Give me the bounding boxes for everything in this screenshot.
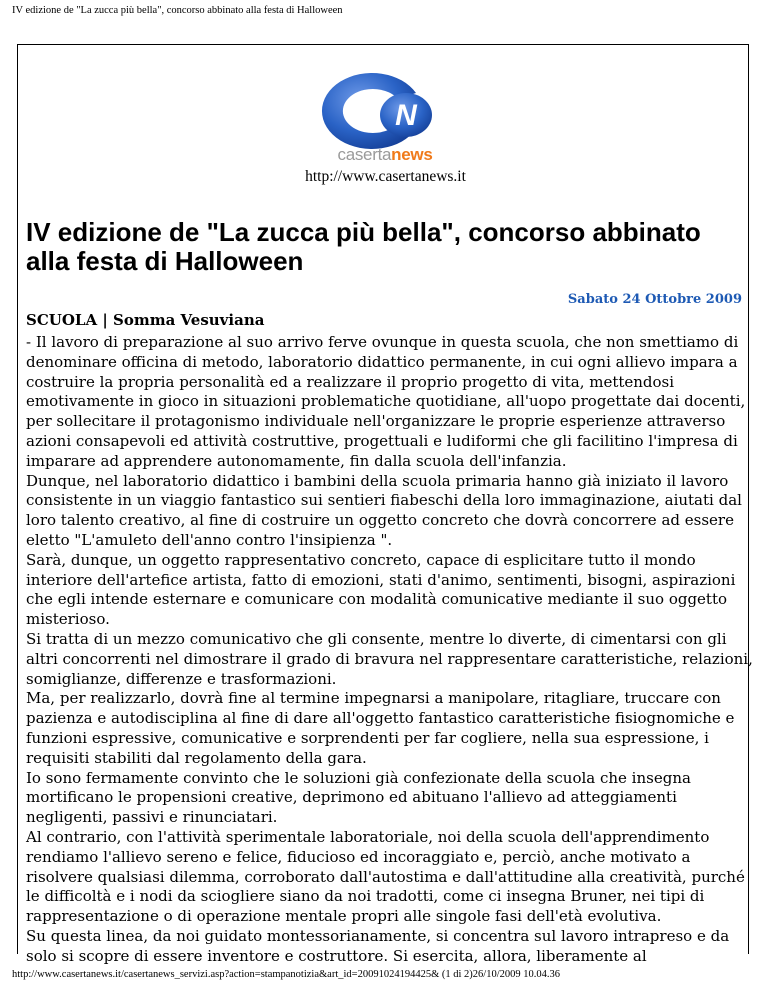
print-header: IV edizione de "La zucca più bella", concorso abbinato alla festa di Halloween	[12, 5, 343, 16]
logo-brand-caserta: caserta	[337, 145, 392, 164]
logo-url: http://www.casertanews.it	[305, 168, 466, 185]
article-paragraph: Sarà, dunque, un oggetto rappresentativo concreto, capace di esplicitare tutto il mondo interiore dell'artefice artista, fatto di emozioni, stati d'animo, sentimenti, bisogni, aspirazioni che egli intende esternare e comunicare con modalità comunicative mediante il suo oggetto misterioso.	[26, 550, 736, 629]
article-frame	[17, 44, 753, 965]
article-paragraph: Su questa linea, da noi guidato montessorianamente, si concentra sul lavoro intrapreso e da solo si scopre di essere inventore e costruttore. Si esercita, allora, liberamente al	[26, 926, 730, 965]
logo-brand-news: news	[391, 145, 433, 164]
article-title: IV edizione de "La zucca più bella", concorso abbinato alla festa di Halloween	[26, 217, 701, 276]
print-footer: http://www.casertanews.it/casertanews_servizi.asp?action=stampanotizia&art_id=20091024194425& (1 di 2)26/10/2009 10.04.36	[12, 969, 560, 980]
casertanews-logo-icon	[308, 65, 463, 165]
article-paragraph: Al contrario, con l'attività sperimentale laboratoriale, noi della scuola dell'apprendimento rendiamo l'allievo sereno e felice, fiducioso ed incoraggiato e, perciò, anche motivato a risolvere qualsiasi dilemma, corroborato dall'autostima e dall'attitudine alla creatività, purché le difficoltà e i nodi da sciogliere siano da noi tradotti, come ci insegna Bruner, nei tipi di rappresentazione o di operazione mentale propri alle singole fasi dell'età evolutiva.	[26, 827, 745, 926]
article-section: SCUOLA | Somma Vesuviana	[26, 311, 265, 329]
article-body	[26, 333, 756, 967]
svg-text:N: N	[395, 99, 417, 132]
svg-text:casertanews	[338, 145, 433, 164]
article-paragraph: Ma, per realizzarlo, dovrà fine al termine impegnarsi a manipolare, ritagliare, truccare con pazienza e autodisciplina al fine di dare all'oggetto fantastico caratteristiche fisiognomiche e funzioni espressive, comunicative e sorprendenti per far cogliere, nella sua espressione, i requisiti stabiliti dal regolamento della gara.	[26, 689, 735, 767]
article-paragraph: Dunque, nel laboratorio didattico i bambini della scuola primaria hanno già iniziato il lavoro consistente in un viaggio fantastico sui sentieri fiabeschi della loro immaginazione, aiutati dal loro talento creativo, al fine di costruire un oggetto concreto che dovrà concorrere ad essere eletto "L'amuleto dell'anno contro l'insipienza ".	[26, 471, 742, 549]
article-paragraph: Si tratta di un mezzo comunicativo che gli consente, mentre lo diverte, di cimentarsi con gli altri concorrenti nel dimostrare il grado di bravura nel rappresentare caratteristiche, relazioni, somiglianze, differenze e trasformazioni.	[26, 629, 753, 688]
casertanews-logo	[305, 65, 466, 185]
article-paragraph: - Il lavoro di preparazione al suo arrivo ferve ovunque in questa scuola, che non smettiamo di denominare officina di metodo, laboratorio didattico permanente, in cui ogni allievo impara a costruire la propria personalità ed a realizzare il proprio progetto di vita, mettendosi emotivamente in gioco in situazioni problematiche quotidiane, all'uopo progettate dai docenti, per sollecitare il protagonismo individuale nell'organizzare le proprie esperienze attraverso azioni consapevoli ed attività costruttive, progettuali e ludiformi che gli facilitino l'impresa di imparare ad apprendere autonomamente, fin dalla scuola dell'infanzia.	[26, 333, 746, 470]
article-date: Sabato 24 Ottobre 2009	[567, 292, 742, 307]
article-paragraph: Io sono fermamente convinto che le soluzioni già confezionate della scuola che insegna mortificano le propensioni creative, deprimono ed abituano l'allievo ad atteggiamenti negligenti, passivi e rinunciatari.	[26, 768, 691, 827]
